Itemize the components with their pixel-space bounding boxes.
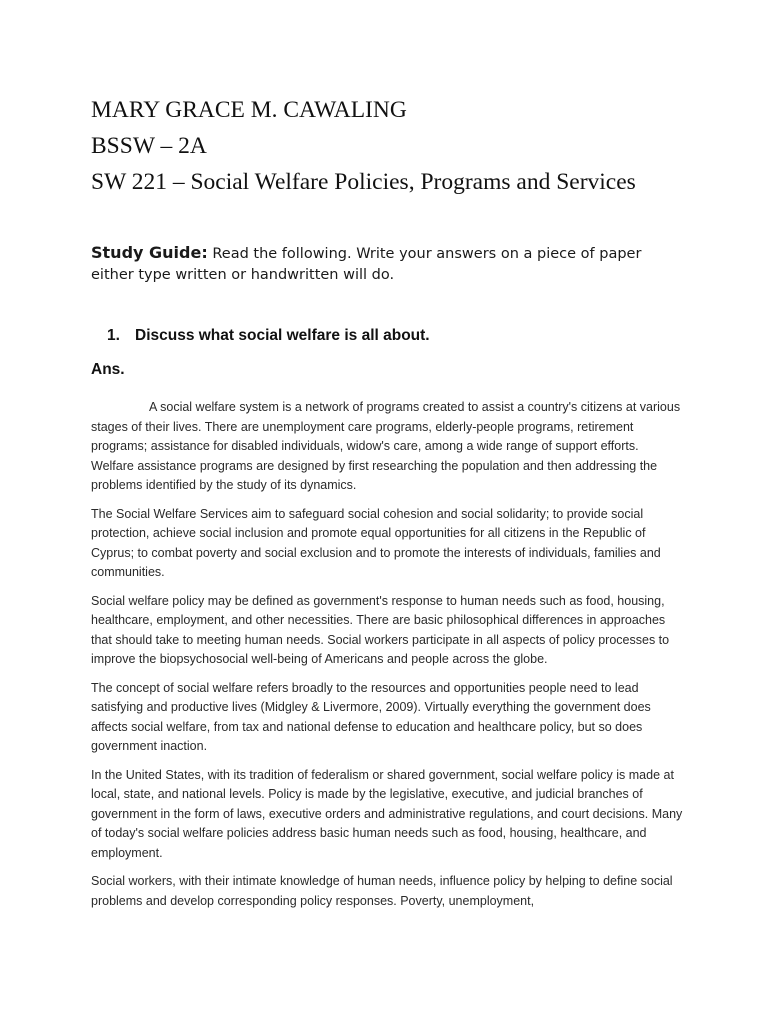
answer-paragraph-4: The concept of social welfare refers broadly to the resources and opportunities people need to lead satisfying and productive lives (Midgley & Livermore, 2009). Virtually everything the government does affects social welfare, from tax and national defense to education and healthcare policy, but so does government inaction. — [91, 680, 651, 753]
question-text: Discuss what social welfare is all about. — [135, 327, 430, 344]
answer-paragraph-6: Social workers, with their intimate knowledge of human needs, influence policy by helping to define social problems and develop corresponding policy responses. Poverty, unemployment, — [91, 874, 673, 908]
course-title: SW 221 – Social Welfare Policies, Programs and Services — [91, 169, 636, 195]
question-1 — [91, 326, 683, 346]
document-page — [91, 92, 683, 911]
answer-paragraph-1: A social welfare system is a network of programs created to assist a country's citizens at various stages of their lives. There are unemployment care programs, elderly-people programs, retirement programs; assistance for disabled individuals, widow's care, among a wide range of support efforts. Welfare assistance programs are designed by first researching the population and then addressing the problems identified by the study of its dynamics. — [91, 400, 681, 492]
answer-label: Ans. — [91, 361, 125, 378]
student-name: MARY GRACE M. CAWALING — [91, 97, 407, 123]
student-section: BSSW – 2A — [91, 133, 207, 159]
answer-paragraph-5: In the United States, with its tradition of federalism or shared government, social welfare policy is made at local, state, and national levels. Policy is made by the legislative, executive, and judicial branches of government in the form of laws, executive orders and administrative regulations, and court decisions. Many of today's social welfare policies address basic human needs such as food, housing, healthcare, and employment. — [91, 767, 683, 860]
question-number: 1. — [107, 327, 120, 344]
study-guide-text: Read the following. Write your answers on a piece of paper either type written or handwritten will do. — [91, 246, 642, 283]
answer-paragraph-3: Social welfare policy may be defined as government's response to human needs such as food, housing, healthcare, employment, and other necessities. There are basic philosophical differences in approaches that should take to meeting human needs. Social workers participate in all aspects of policy processes to improve the biopsychosocial well-being of Americans and people across the globe. — [91, 593, 670, 666]
study-guide-instructions — [91, 242, 683, 286]
answer-paragraph-2: The Social Welfare Services aim to safeguard social cohesion and social solidarity; to provide social protection, achieve social inclusion and promote equal opportunities for all citizens in the Republic of Cyprus; to combat poverty and social exclusion and to promote the interests of individuals, families and communities. — [91, 506, 661, 579]
study-guide-label: Study Guide: — [91, 243, 208, 262]
